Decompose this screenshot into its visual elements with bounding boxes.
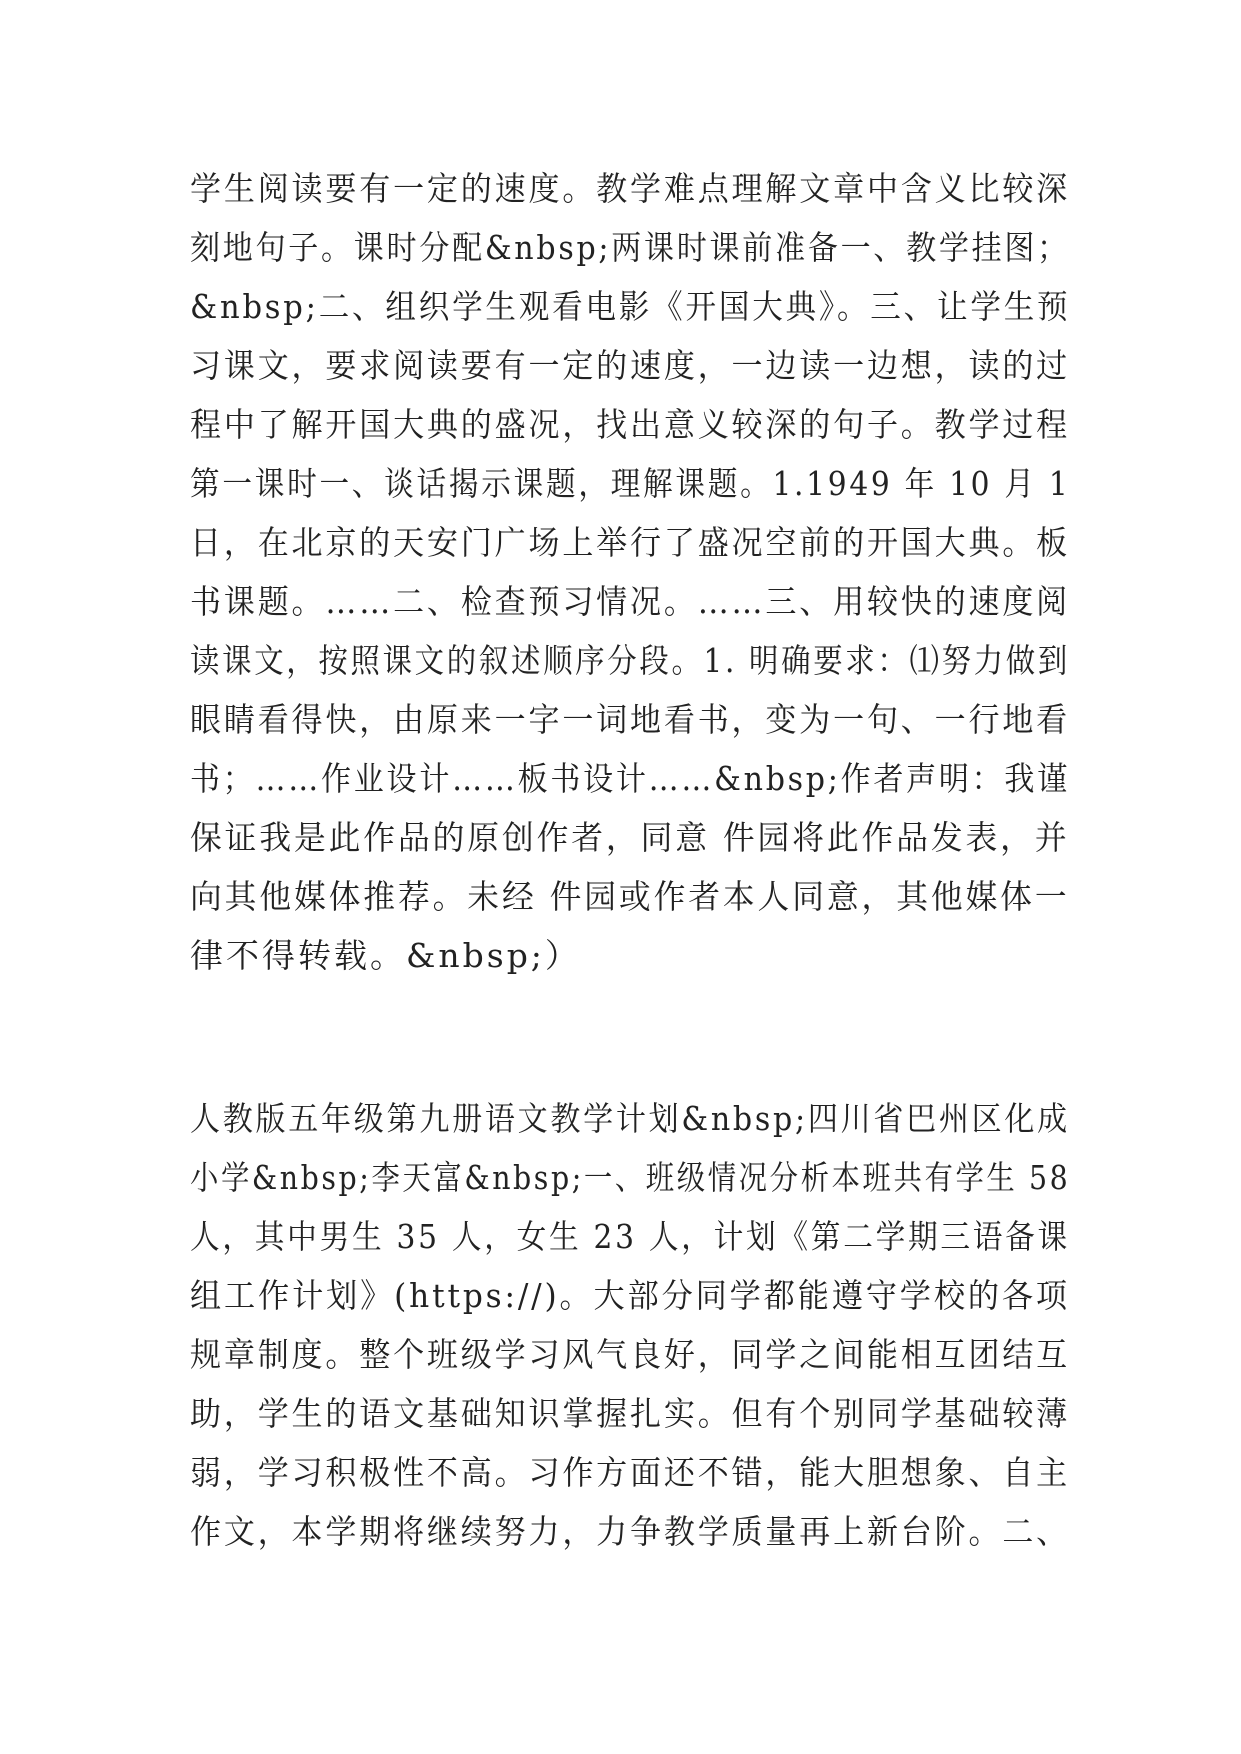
text-line: 人，其中男生 35 人，女生 23 人，计划《第二学期三语备课 (190, 1217, 1070, 1256)
text-line: 作文，本学期将继续努力，力争教学质量再上新台阶。二、 (190, 1512, 1071, 1551)
text-line: 第一课时一、谈话揭示课题，理解课题。1.1949 年 10 月 1 (190, 464, 1071, 503)
text-line: 眼睛看得快，由原来一字一词地看书，变为一句、一行地看 (190, 700, 1071, 739)
text-line: 规章制度。整个班级学习风气良好，同学之间能相互团结互 (190, 1335, 1071, 1374)
text-line: 保证我是此作品的原创作者，同意 件园将此作品发表，并 (190, 818, 1070, 857)
text-line: 程中了解开国大典的盛况，找出意义较深的句子。教学过程 (190, 405, 1071, 444)
text-line: 书；……作业设计……板书设计……&nbsp;作者声明：我谨 (190, 759, 1070, 798)
paragraph-teaching-plan (190, 1089, 1070, 1561)
text-line: 小学&nbsp;李天富&nbsp;一、班级情况分析本班共有学生 58 (190, 1158, 1071, 1197)
text-line: 读课文，按照课文的叙述顺序分段。1. 明确要求：⑴努力做到 (190, 641, 1070, 680)
text-line: 刻地句子。课时分配&nbsp;两课时课前准备一、教学挂图； (190, 228, 1070, 267)
text-line: 人教版五年级第九册语文教学计划&nbsp;四川省巴州区化成 (190, 1099, 1070, 1138)
text-line: 弱，学习积极性不高。习作方面还不错，能大胆想象、自主 (190, 1453, 1071, 1492)
text-line: 日，在北京的天安门广场上举行了盛况空前的开国大典。板 (190, 523, 1071, 562)
text-line: 习课文，要求阅读要有一定的速度，一边读一边想，读的过 (190, 346, 1071, 385)
text-line: 助，学生的语文基础知识掌握扎实。但有个别同学基础较薄 (190, 1394, 1071, 1433)
text-line: &nbsp;二、组织学生观看电影《开国大典》。三、让学生预 (190, 287, 1071, 326)
text-line: 组工作计划》(https://)。大部分同学都能遵守学校的各项 (190, 1276, 1070, 1315)
text-line: 书课题。……二、检查预习情况。……三、用较快的速度阅 (190, 582, 1071, 621)
text-line: 学生阅读要有一定的速度。教学难点理解文章中含义比较深 (190, 169, 1071, 208)
paragraph-lesson-plan (190, 159, 1070, 985)
text-line: 向其他媒体推荐。未经 件园或作者本人同意，其他媒体一 (190, 877, 1070, 916)
text-line: 律不得转载。&nbsp;） (190, 936, 581, 975)
